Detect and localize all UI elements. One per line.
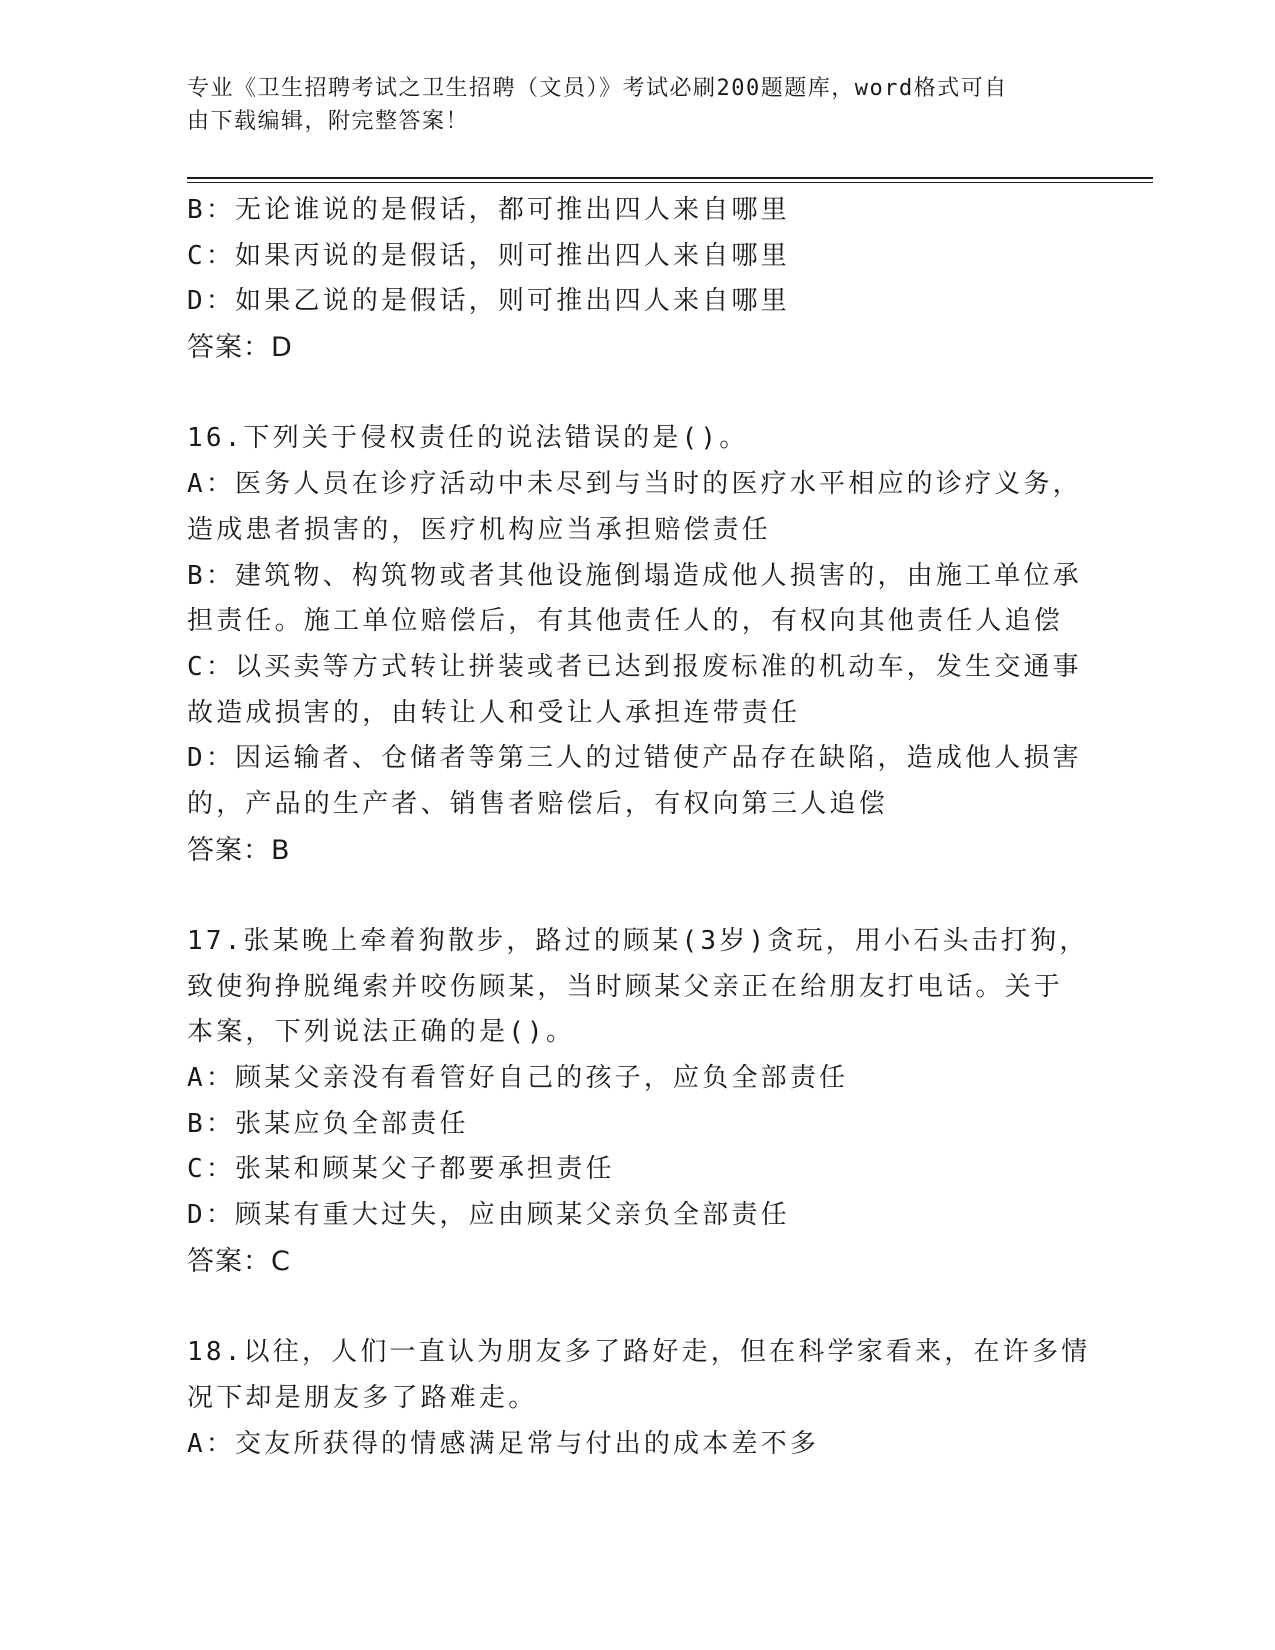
option-d-line-1: D：因运输者、仓储者等第三人的过错使产品存在缺陷，造成他人损害 [187, 743, 1082, 774]
question-stem-line-1: 18.以往，人们一直认为朋友多了路好走，但在科学家看来，在许多情 [187, 1337, 1091, 1368]
spacer [187, 371, 1087, 417]
answer-line: 答案：B [187, 834, 291, 866]
question-stem-line-2: 况下却是朋友多了路难走。 [187, 1382, 538, 1413]
option-b-line-2: 担责任。施工单位赔偿后，有其他责任人的，有权向其他责任人追偿 [187, 606, 1064, 637]
header-title-line-2: 由下载编辑，附完整答案！ [187, 109, 470, 134]
option-b: B：张某应负全部责任 [187, 1108, 469, 1139]
question-stem-line-1: 17.张某晚上牵着狗散步，路过的顾某(3岁)贪玩，用小石头击打狗， [187, 926, 1089, 956]
question-18 [187, 1330, 1091, 1467]
header-divider-thick [187, 177, 1153, 179]
question-17 [187, 919, 1087, 1285]
option-c: C：张某和顾某父子都要承担责任 [187, 1154, 615, 1185]
option-c-line-1: C：以买卖等方式转让拼装或者已达到报废标准的机动车，发生交通事 [187, 651, 1082, 682]
question-15 [187, 188, 1087, 371]
question-stem-line-3: 本案，下列说法正确的是()。 [187, 1017, 576, 1048]
question-stem: 16.下列关于侵权责任的说法错误的是()。 [187, 423, 749, 454]
option-d: D：如果乙说的是假话，则可推出四人来自哪里 [187, 286, 790, 317]
option-a: A：交友所获得的情感满足常与付出的成本差不多 [187, 1428, 820, 1459]
spacer [187, 873, 1087, 919]
option-a-line-1: A：医务人员在诊疗活动中未尽到与当时的医疗水平相应的诊疗义务， [187, 469, 1082, 500]
question-stem-line-2: 致使狗挣脱绳索并咬伤顾某，当时顾某父亲正在给朋友打电话。关于 [187, 971, 1064, 1002]
header-title-line-1: 专业《卫生招聘考试之卫生招聘（文员）》考试必刷200题题库，word格式可自 [187, 76, 1008, 101]
option-d: D：顾某有重大过失，应由顾某父亲负全部责任 [187, 1200, 790, 1231]
answer-line: 答案：D [187, 332, 293, 364]
question-16 [187, 416, 1087, 873]
spacer [187, 1285, 1087, 1331]
document-header [187, 72, 1067, 138]
option-d-line-2: 的，产品的生产者、销售者赔偿后，有权向第三人追偿 [187, 788, 888, 819]
answer-line: 答案：C [187, 1245, 291, 1277]
option-b-line-1: B：建筑物、构筑物或者其他设施倒塌造成他人损害的，由施工单位承 [187, 560, 1082, 591]
question-content [187, 188, 1091, 1467]
header-divider-thin [187, 182, 1153, 183]
option-a-line-2: 造成患者损害的，医疗机构应当承担赔偿责任 [187, 514, 772, 545]
option-a: A：顾某父亲没有看管好自己的孩子，应负全部责任 [187, 1063, 849, 1094]
option-c-line-2: 故造成损害的，由转让人和受让人承担连带责任 [187, 697, 801, 728]
option-c: C：如果丙说的是假话，则可推出四人来自哪里 [187, 240, 790, 271]
option-b: B：无论谁说的是假话，都可推出四人来自哪里 [187, 195, 790, 225]
